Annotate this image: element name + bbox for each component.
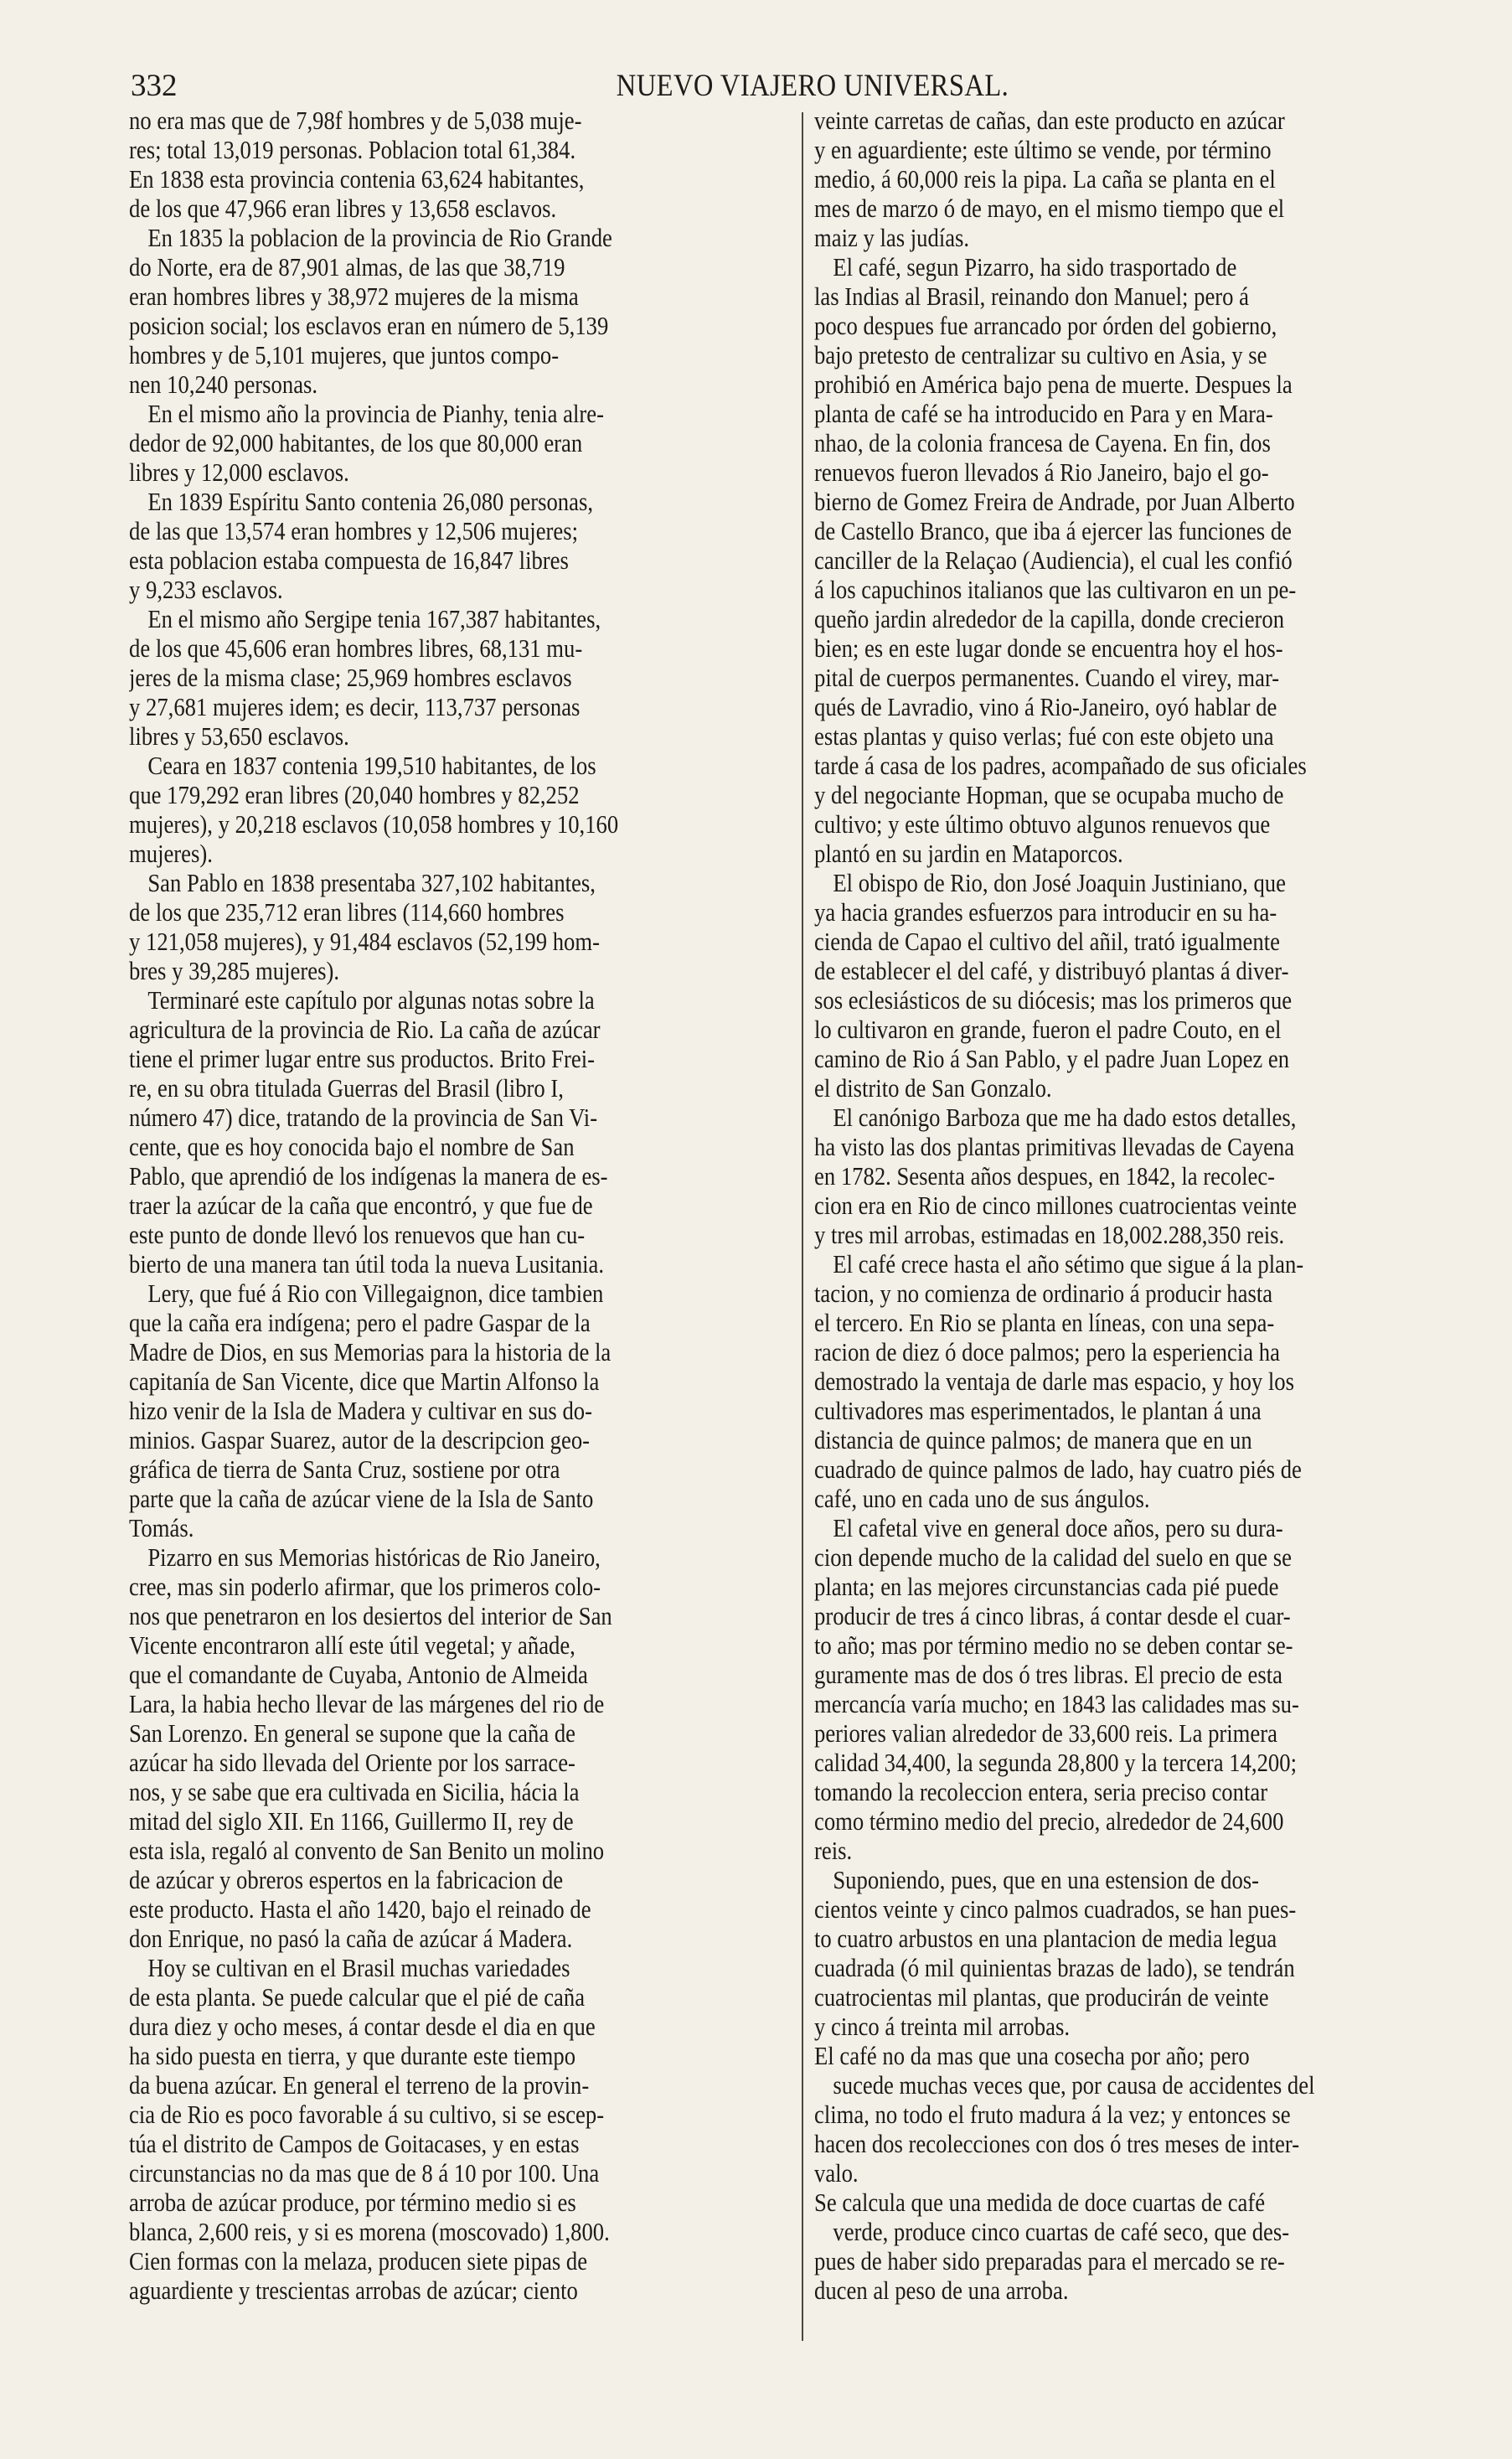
text-line: Hoy se cultivan en el Brasil muchas variedades <box>147 1953 570 1982</box>
text-line: El canónigo Barboza que me ha dado estos detalles, <box>833 1103 1297 1132</box>
text-line: En el mismo año Sergipe tenia 167,387 habitantes, <box>147 604 601 633</box>
text-line: circunstancias no da mas que de 8 á 10 por 100. Una <box>129 2158 600 2188</box>
text-line: y 27,681 mujeres idem; es decir, 113,737 personas <box>129 692 581 721</box>
text-line: gráfica de tierra de Santa Cruz, sostiene por otra <box>129 1454 560 1484</box>
text-line: re, en su obra titulada Guerras del Brasil (libro I, <box>129 1073 564 1103</box>
text-line: y 121,058 mujeres), y 91,484 esclavos (52,199 hom- <box>129 927 600 956</box>
text-line: á los capuchinos italianos que las cultivaron en un pe- <box>814 575 1297 604</box>
text-line: maiz y las judías. <box>814 223 970 252</box>
text-line: mujeres). <box>129 839 213 868</box>
text-line: tiene el primer lugar entre sus productos. Brito Frei- <box>129 1044 596 1073</box>
text-line: y en aguardiente; este último se vende, por término <box>814 135 1272 164</box>
text-line: dedor de 92,000 habitantes, de los que 80,000 eran <box>129 428 583 457</box>
text-line: sos eclesiásticos de su diócesis; mas los primeros que <box>814 985 1293 1015</box>
text-line: prohibió en América bajo pena de muerte. Despues la <box>814 369 1293 399</box>
text-line: cienda de Capao el cultivo del añil, trató igualmente <box>814 927 1280 956</box>
text-line: cuadrado de quince palmos de lado, hay cuatro piés de <box>814 1454 1302 1484</box>
text-line: Lara, la habia hecho llevar de las márgenes del rio de <box>129 1689 605 1718</box>
text-line: Suponiendo, pues, que en una estension de dos- <box>833 1865 1260 1894</box>
text-line: tomando la recoleccion entera, seria preciso contar <box>814 1777 1268 1806</box>
text-line: racion de diez ó doce palmos; pero la esperiencia ha <box>814 1337 1280 1366</box>
text-line: dura diez y ocho meses, á contar desde el dia en que <box>129 2012 596 2041</box>
text-line: arroba de azúcar produce, por término medio si es <box>129 2188 576 2217</box>
text-line: libres y 12,000 esclavos. <box>129 457 349 487</box>
text-line: clima, no todo el fruto madura á la vez; y entonces se <box>814 2100 1291 2129</box>
text-line: café, uno en cada uno de sus ángulos. <box>814 1484 1150 1513</box>
text-line: hombres y de 5,101 mujeres, que juntos compo- <box>129 340 560 369</box>
text-line: de esta planta. Se puede calcular que el pié de caña <box>129 1982 586 2012</box>
text-line: cuatrocientas mil plantas, que producirán de veinte <box>814 1982 1269 2012</box>
text-line: tacion, y no comienza de ordinario á producir hasta <box>814 1279 1273 1308</box>
text-line: planta de café se ha introducido en Para y en Mara- <box>814 399 1273 428</box>
text-line: plantó en su jardin en Mataporcos. <box>814 839 1123 868</box>
text-line: cultivadores mas esperimentados, le plantan á una <box>814 1396 1262 1425</box>
text-line: pues de haber sido preparadas para el mercado se re- <box>814 2246 1285 2276</box>
text-line: qués de Lavradio, vino á Rio-Janeiro, oyó hablar de <box>814 692 1277 721</box>
text-line: El obispo de Rio, don José Joaquin Justiniano, que <box>833 868 1286 897</box>
text-line: El cafetal vive en general doce años, pero su dura- <box>833 1513 1283 1542</box>
text-line: planta; en las mejores circunstancias cada pié puede <box>814 1572 1279 1601</box>
text-line: las Indias al Brasil, reinando don Manuel; pero á <box>814 282 1249 311</box>
text-line: medio, á 60,000 reis la pipa. La caña se planta en el <box>814 164 1276 194</box>
text-line: Pablo, que aprendió de los indígenas la manera de es- <box>129 1161 608 1191</box>
text-line: que la caña era indígena; pero el padre Gaspar de la <box>129 1308 591 1337</box>
text-line: poco despues fue arrancado por órden del gobierno, <box>814 311 1277 340</box>
text-line: esta poblacion estaba compuesta de 16,847 libres <box>129 545 569 575</box>
text-line: producir de tres á cinco libras, á contar desde el cuar- <box>814 1601 1291 1630</box>
text-line: cientos veinte y cinco palmos cuadrados, se han pues- <box>814 1894 1297 1924</box>
text-line: de los que 47,966 eran libres y 13,658 esclavos. <box>129 194 557 223</box>
text-line: mitad del siglo XII. En 1166, Guillermo II, rey de <box>129 1806 574 1836</box>
running-title: NUEVO VIAJERO UNIVERSAL. <box>616 69 1009 103</box>
text-line: nen 10,240 personas. <box>129 369 318 399</box>
text-line: este punto de donde llevó los renuevos que han cu- <box>129 1220 586 1249</box>
column-divider <box>802 112 803 2341</box>
text-line: que 179,292 eran libres (20,040 hombres y 82,252 <box>129 780 580 809</box>
right-column <box>814 106 1484 2305</box>
text-line: ha sido puesta en tierra, y que durante este tiempo <box>129 2041 576 2070</box>
text-line: y 9,233 esclavos. <box>129 575 283 604</box>
text-line: de los que 45,606 eran hombres libres, 68,131 mu- <box>129 633 583 663</box>
text-line: Se calcula que una medida de doce cuartas de café <box>814 2188 1266 2217</box>
text-line: sucede muchas veces que, por causa de accidentes del <box>833 2070 1315 2100</box>
text-line: Madre de Dios, en sus Memorias para la historia de la <box>129 1337 612 1366</box>
text-line: Ceara en 1837 contenia 199,510 habitantes, de los <box>147 751 596 780</box>
text-line: cia de Rio es poco favorable á su cultivo, si se escep- <box>129 2100 605 2129</box>
text-line: Tomás. <box>129 1513 194 1542</box>
text-line: San Pablo en 1838 presentaba 327,102 habitantes, <box>147 868 596 897</box>
text-line: bajo pretesto de centralizar su cultivo en Asia, y se <box>814 340 1267 369</box>
text-line: cultivo; y este último obtuvo algunos renuevos que <box>814 809 1271 839</box>
text-line: bierno de Gomez Freira de Andrade, por Juan Alberto <box>814 487 1295 516</box>
text-line: bierto de una manera tan útil toda la nueva Lusitania. <box>129 1249 605 1279</box>
text-line: bien; es en este lugar donde se encuentra hoy el hos- <box>814 633 1283 663</box>
text-line: nos, y se sabe que era cultivada en Sicilia, hácia la <box>129 1777 580 1806</box>
text-line: de las que 13,574 eran hombres y 12,506 mujeres; <box>129 516 579 545</box>
text-line: ducen al peso de una arroba. <box>814 2276 1069 2305</box>
text-line: hacen dos recolecciones con dos ó tres meses de inter- <box>814 2129 1300 2158</box>
text-line: hizo venir de la Isla de Madera y cultivar en sus do- <box>129 1396 593 1425</box>
text-line: calidad 34,400, la segunda 28,800 y la tercera 14,200; <box>814 1748 1297 1777</box>
page-number: 332 <box>131 69 178 103</box>
text-line: este producto. Hasta el año 1420, bajo el reinado de <box>129 1894 591 1924</box>
text-line: posicion social; los esclavos eran en número de 5,139 <box>129 311 609 340</box>
text-line: pital de cuerpos permanentes. Cuando el virey, mar- <box>814 663 1280 692</box>
text-line: don Enrique, no pasó la caña de azúcar á Madera. <box>129 1924 573 1953</box>
text-line: cente, que es hoy conocida bajo el nombre de San <box>129 1132 575 1161</box>
text-line: guramente mas de dos ó tres libras. El precio de esta <box>814 1660 1282 1689</box>
text-line: parte que la caña de azúcar viene de la Isla de Santo <box>129 1484 594 1513</box>
text-line: cion era en Rio de cinco millones cuatrocientas veinte <box>814 1191 1297 1220</box>
text-line: camino de Rio á San Pablo, y el padre Juan Lopez en <box>814 1044 1290 1073</box>
text-line: El café, segun Pizarro, ha sido trasportado de <box>833 252 1237 282</box>
text-line: Pizarro en sus Memorias históricas de Rio Janeiro, <box>147 1542 601 1572</box>
text-line: ha visto las dos plantas primitivas llevadas de Cayena <box>814 1132 1295 1161</box>
text-line: capitanía de San Vicente, dice que Martin Alfonso la <box>129 1366 600 1396</box>
text-line: mes de marzo ó de mayo, en el mismo tiempo que el <box>814 194 1285 223</box>
text-line: en 1782. Sesenta años despues, en 1842, la recolec- <box>814 1161 1276 1191</box>
text-line: que el comandante de Cuyaba, Antonio de Almeida <box>129 1660 588 1689</box>
text-line: res; total 13,019 personas. Poblacion total 61,384. <box>129 135 576 164</box>
text-line: azúcar ha sido llevada del Oriente por los sarrace- <box>129 1748 575 1777</box>
text-line: Cien formas con la melaza, producen siete pipas de <box>129 2246 588 2276</box>
text-line: y tres mil arrobas, estimadas en 18,002.288,350 reis. <box>814 1220 1285 1249</box>
text-line: tarde á casa de los padres, acompañado de sus oficiales <box>814 751 1307 780</box>
text-line: En 1835 la poblacion de la provincia de Rio Grande <box>147 223 612 252</box>
text-line: aguardiente y trescientas arrobas de azúcar; ciento <box>129 2276 578 2305</box>
text-line: túa el distrito de Campos de Goitacases, y en estas <box>129 2129 580 2158</box>
text-line: queño jardin alrededor de la capilla, donde crecieron <box>814 604 1285 633</box>
text-line: El café no da mas que una cosecha por año; pero <box>814 2041 1250 2070</box>
text-line: y del negociante Hopman, que se ocupaba mucho de <box>814 780 1284 809</box>
text-line: minios. Gaspar Suarez, autor de la descripcion geo- <box>129 1425 591 1454</box>
text-line: En 1839 Espíritu Santo contenia 26,080 personas, <box>147 487 594 516</box>
text-line: San Lorenzo. En general se supone que la caña de <box>129 1718 575 1748</box>
text-line: eran hombres libres y 38,972 mujeres de la misma <box>129 282 579 311</box>
text-line: En 1838 esta provincia contenia 63,624 habitantes, <box>129 164 585 194</box>
page-header <box>126 67 1499 106</box>
text-line: estas plantas y quiso verlas; fué con este objeto una <box>814 721 1274 751</box>
text-line: ya hacia grandes esfuerzos para introducir en su ha- <box>814 897 1277 927</box>
text-line: bres y 39,285 mujeres). <box>129 956 339 985</box>
text-line: blanca, 2,600 reis, y si es morena (moscovado) 1,800. <box>129 2217 610 2246</box>
text-line: como término medio del precio, alrededor de 24,600 <box>814 1806 1284 1836</box>
text-line: canciller de la Relaçao (Audiencia), el cual les confió <box>814 545 1293 575</box>
text-line: lo cultivaron en grande, fueron el padre Couto, en el <box>814 1015 1282 1044</box>
text-line: to cuatro arbustos en una plantacion de media legua <box>814 1924 1277 1953</box>
text-line: esta isla, regaló al convento de San Benito un molino <box>129 1836 605 1865</box>
text-line: libres y 53,650 esclavos. <box>129 721 349 751</box>
text-line: el tercero. En Rio se planta en líneas, con una sepa- <box>814 1308 1275 1337</box>
text-line: Lery, que fué á Rio con Villegaignon, dice tambien <box>147 1279 604 1308</box>
text-line: de los que 235,712 eran libres (114,660 hombres <box>129 897 565 927</box>
text-line: Terminaré este capítulo por algunas notas sobre la <box>147 985 595 1015</box>
text-line: no era mas que de 7,98f hombres y de 5,038 muje- <box>129 106 582 135</box>
text-line: periores valian alrededor de 33,600 reis. La primera <box>814 1718 1277 1748</box>
text-line: de azúcar y obreros espertos en la fabricacion de <box>129 1865 564 1894</box>
text-line: renuevos fueron llevados á Rio Janeiro, bajo el go- <box>814 457 1269 487</box>
text-line: agricultura de la provincia de Rio. La caña de azúcar <box>129 1015 601 1044</box>
text-line: nhao, de la colonia francesa de Cayena. En fin, dos <box>814 428 1271 457</box>
text-line: Vicente encontraron allí este útil vegetal; y añade, <box>129 1630 575 1660</box>
text-line: distancia de quince palmos; de manera que en un <box>814 1425 1252 1454</box>
text-line: to año; mas por término medio no se deben contar se- <box>814 1630 1293 1660</box>
text-line: cion depende mucho de la calidad del suelo en que se <box>814 1542 1293 1572</box>
text-line: jeres de la misma clase; 25,969 hombres esclavos <box>129 663 572 692</box>
text-line: do Norte, era de 87,901 almas, de las que 38,719 <box>129 252 565 282</box>
text-line: el distrito de San Gonzalo. <box>814 1073 1052 1103</box>
text-line: cuadrada (ó mil quinientas brazas de lado), se tendrán <box>814 1953 1295 1982</box>
text-line: nos que penetraron en los desiertos del interior de San <box>129 1601 612 1630</box>
text-line: verde, produce cinco cuartas de café seco, que des- <box>833 2217 1290 2246</box>
text-line: El café crece hasta el año sétimo que sigue á la plan- <box>833 1249 1304 1279</box>
text-line: En el mismo año la provincia de Pianhy, tenia alre- <box>147 399 604 428</box>
text-line: veinte carretas de cañas, dan este producto en azúcar <box>814 106 1285 135</box>
text-line: de establecer el del café, y distribuyó plantas á diver- <box>814 956 1289 985</box>
text-line: demostrado la ventaja de darle mas espacio, y hoy los <box>814 1366 1295 1396</box>
text-line: mercancía varía mucho; en 1843 las calidades mas su- <box>814 1689 1299 1718</box>
text-line: reis. <box>814 1836 853 1865</box>
text-line: y cinco á treinta mil arrobas. <box>814 2012 1070 2041</box>
text-line: mujeres), y 20,218 esclavos (10,058 hombres y 10,160 <box>129 809 619 839</box>
left-column <box>129 106 799 2305</box>
text-line: da buena azúcar. En general el terreno de la provin- <box>129 2070 590 2100</box>
text-line: cree, mas sin poderlo afirmar, que los primeros colo- <box>129 1572 601 1601</box>
text-line: número 47) dice, tratando de la provincia de San Vi- <box>129 1103 598 1132</box>
text-line: traer la azúcar de la caña que encontró, y que fue de <box>129 1191 593 1220</box>
text-line: de Castello Branco, que iba á ejercer las funciones de <box>814 516 1292 545</box>
text-line: valo. <box>814 2158 859 2188</box>
